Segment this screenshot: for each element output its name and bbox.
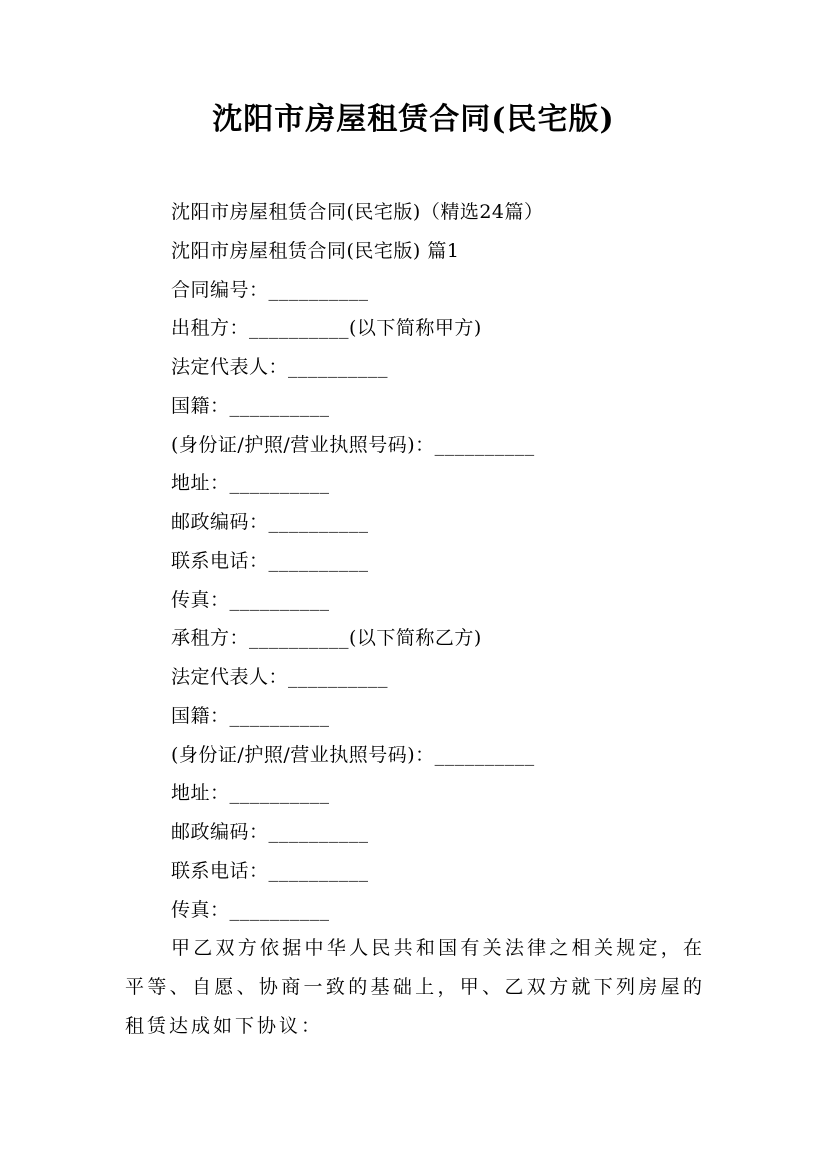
field-lessee-phone: 联系电话：__________ — [171, 859, 369, 882]
field-lessor-fax: 传真：__________ — [171, 588, 330, 611]
field-lessor-postcode: 邮政编码：__________ — [171, 511, 369, 533]
contract-fields — [125, 193, 705, 929]
field-lessee-nationality: 国籍：__________ — [171, 704, 330, 727]
field-lessee: 承租方：__________(以下简称乙方) — [171, 627, 482, 650]
field-lessor: 出租方：__________(以下简称甲方) — [171, 317, 482, 340]
document-title: 沈阳市房屋租赁合同(民宅版) — [212, 102, 615, 137]
article-heading: 沈阳市房屋租赁合同(民宅版) 篇1 — [171, 239, 460, 262]
field-contract-number: 合同编号：__________ — [171, 278, 369, 301]
collection-heading: 沈阳市房屋租赁合同(民宅版)（精选24篇） — [171, 201, 544, 223]
field-lessee-postcode: 邮政编码：__________ — [171, 821, 369, 843]
field-lessee-id-number: (身份证/护照/营业执照号码)：__________ — [171, 743, 535, 766]
field-lessee-fax: 传真：__________ — [171, 898, 330, 921]
field-lessee-representative: 法定代表人：__________ — [171, 666, 389, 688]
agreement-paragraph: 甲乙双方依据中华人民共和国有关法律之相关规定，在平等、自愿、协商一致的基础上，甲、乙双方就下列房屋的租赁达成如下协议： — [125, 937, 705, 1037]
field-lessor-address: 地址：__________ — [171, 472, 330, 495]
field-lessee-address: 地址：__________ — [171, 782, 330, 805]
field-lessor-representative: 法定代表人：__________ — [171, 356, 389, 378]
field-lessor-phone: 联系电话：__________ — [171, 549, 369, 572]
field-lessor-id-number: (身份证/护照/营业执照号码)：__________ — [171, 433, 535, 456]
field-lessor-nationality: 国籍：__________ — [171, 394, 330, 417]
